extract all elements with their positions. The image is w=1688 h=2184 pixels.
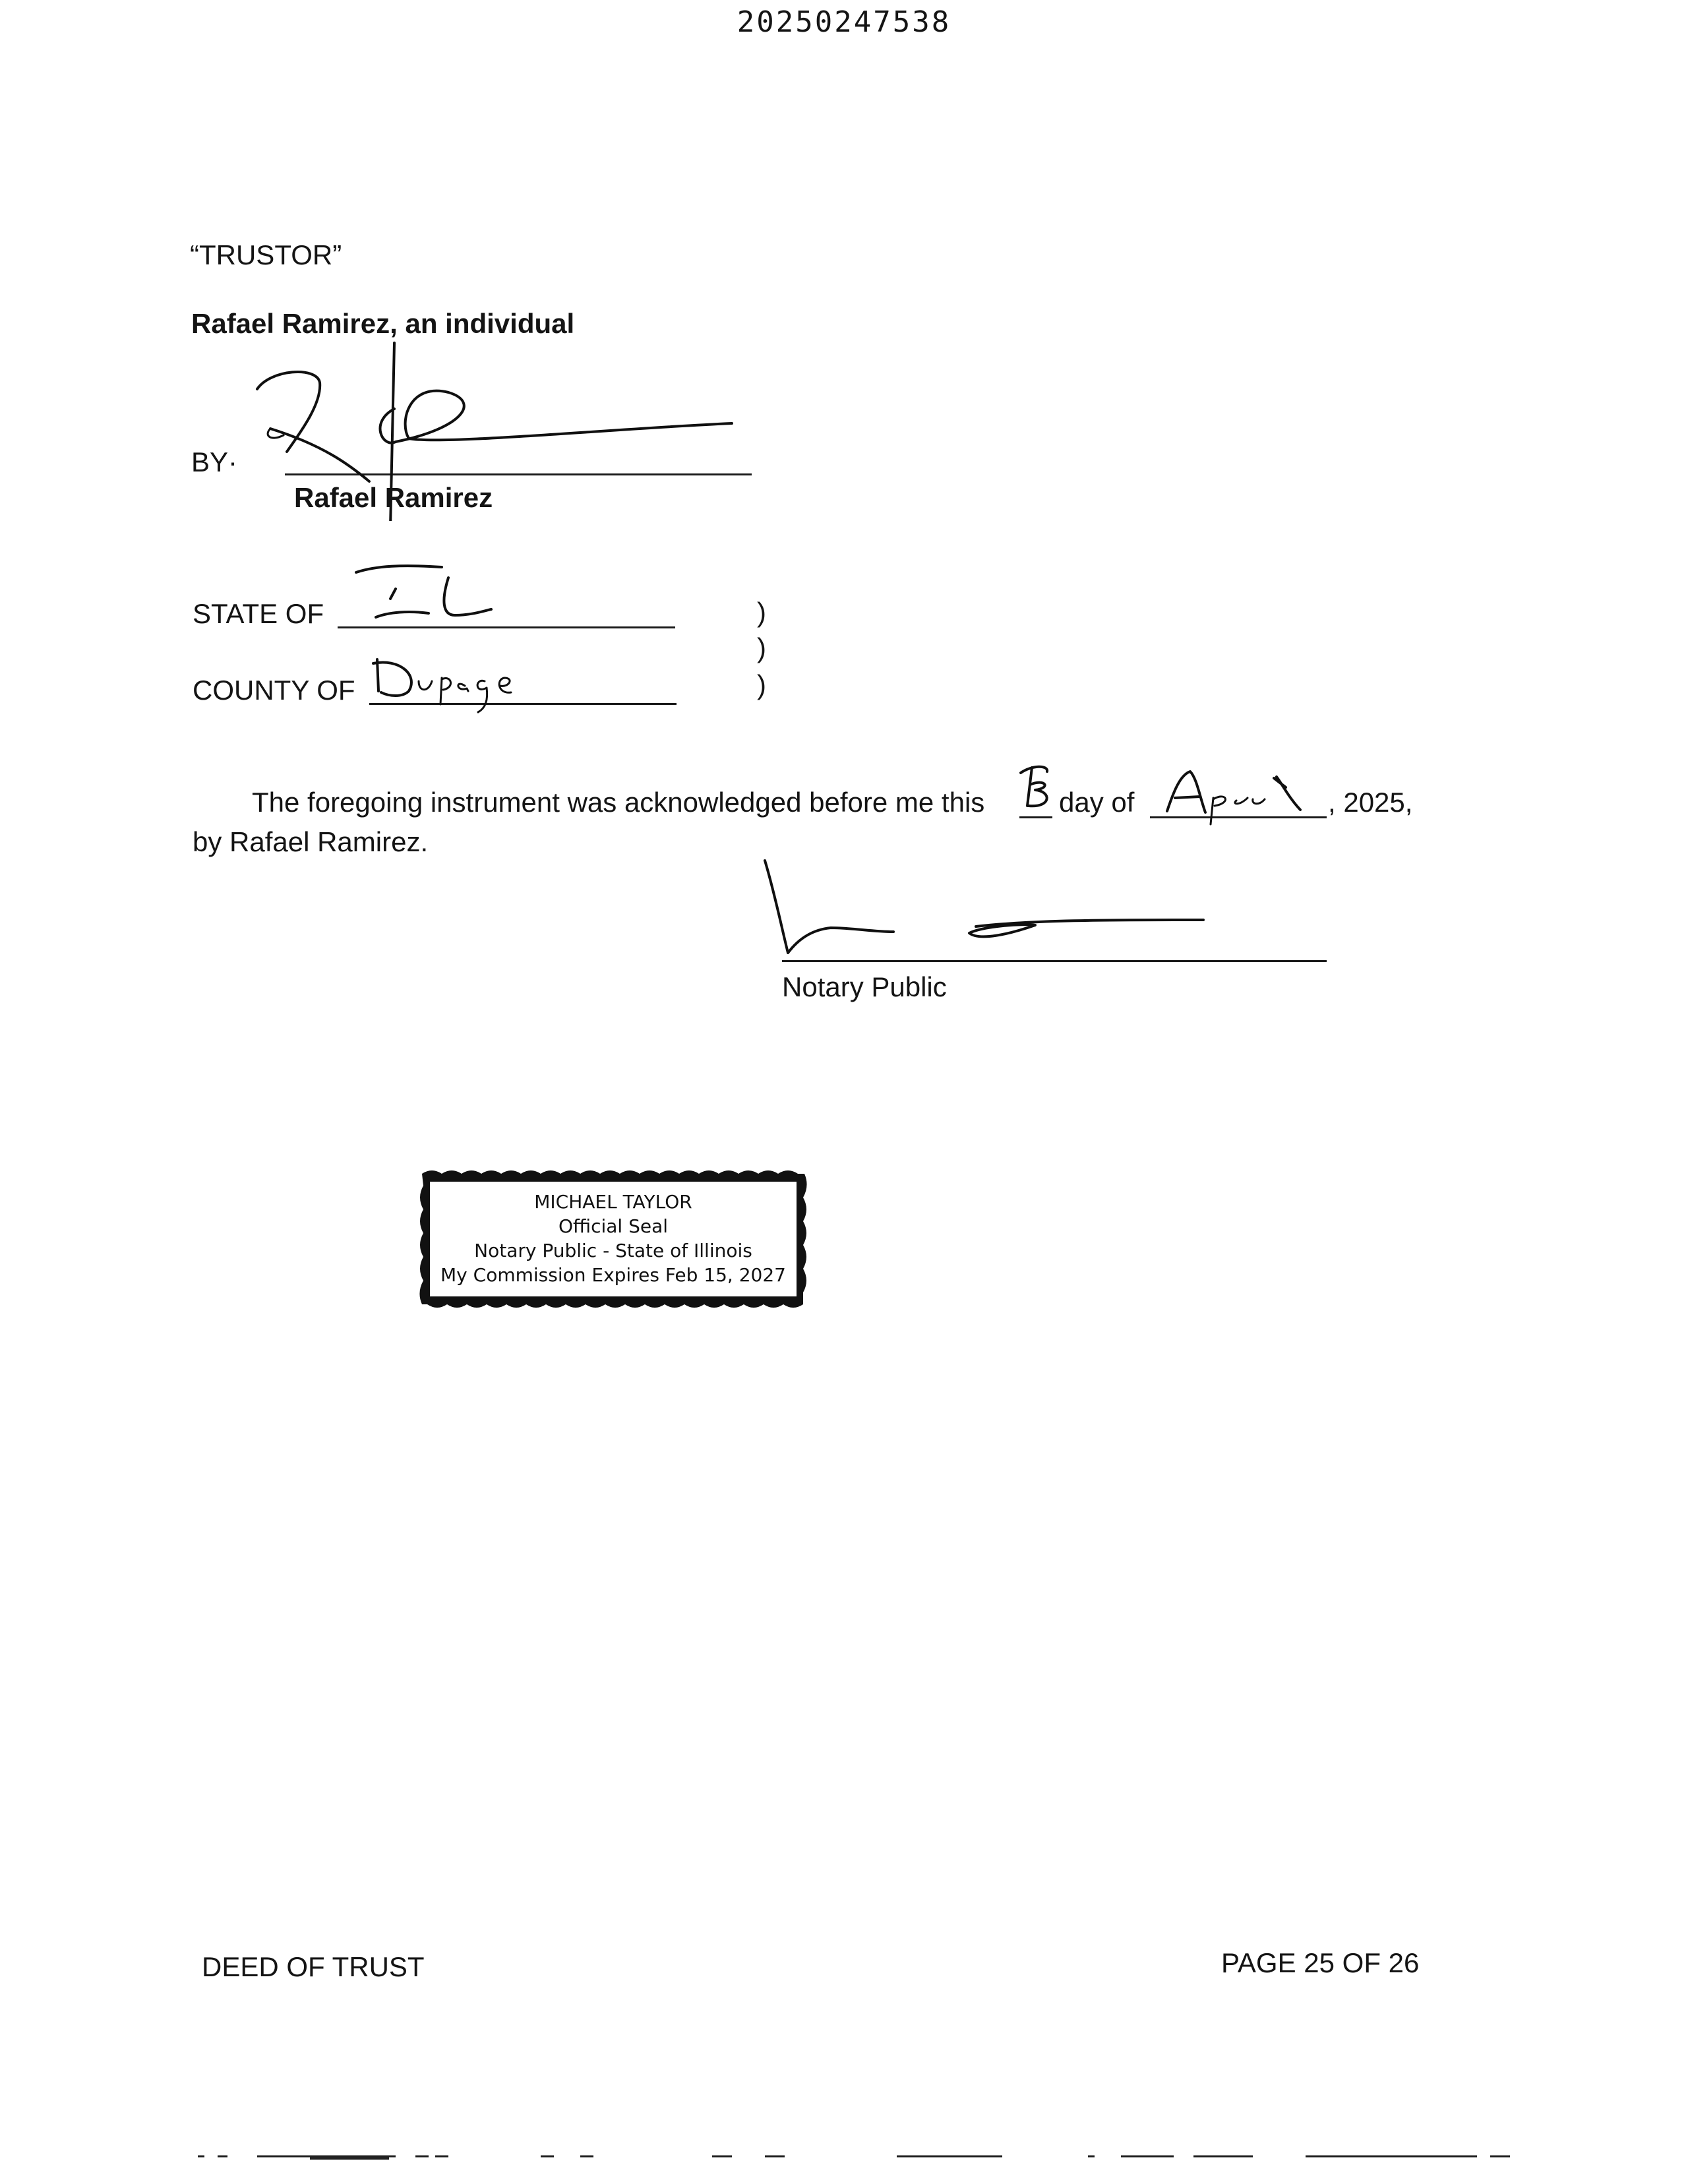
day-handwriting [1015, 758, 1062, 818]
venue-bracket-1: ) [757, 597, 766, 628]
seal-name: MICHAEL TAYLOR [534, 1191, 692, 1213]
acknowledgment-text: The foregoing instrument was acknowledged before me this [252, 787, 985, 818]
notary-signature [758, 854, 1220, 973]
county-handwriting [369, 652, 541, 724]
document-number: 20250247538 [737, 5, 951, 39]
year-text: , 2025, [1328, 787, 1413, 818]
footer-left: DEED OF TRUST [202, 1951, 425, 1982]
county-label: COUNTY OF [193, 675, 355, 706]
notary-seal [415, 1166, 811, 1312]
venue-bracket-2: ) [757, 632, 766, 663]
venue-bracket-3: ) [757, 669, 766, 700]
seal-commission: My Commission Expires Feb 15, 2027 [440, 1264, 786, 1286]
trustor-heading: “TRUSTOR” [190, 239, 342, 270]
state-label: STATE OF [193, 598, 324, 629]
month-handwriting [1154, 758, 1319, 831]
state-handwriting [349, 553, 508, 632]
trustor-party-name: Rafael Ramirez, an individual [191, 308, 575, 339]
scan-noise [0, 2143, 1688, 2169]
footer-right: PAGE 25 OF 26 [1221, 1947, 1420, 1978]
seal-title: Official Seal [558, 1215, 669, 1237]
notary-caption: Notary Public [782, 971, 947, 1002]
by-label: BY· [191, 446, 238, 477]
acknowledgment-line-2: by Rafael Ramirez. [193, 826, 429, 857]
seal-state: Notary Public - State of Illinois [474, 1240, 752, 1261]
trustor-printed-name: Rafael Ramirez [294, 482, 493, 513]
day-of-text: day of [1059, 787, 1135, 818]
notary-signature-line [782, 960, 1327, 962]
